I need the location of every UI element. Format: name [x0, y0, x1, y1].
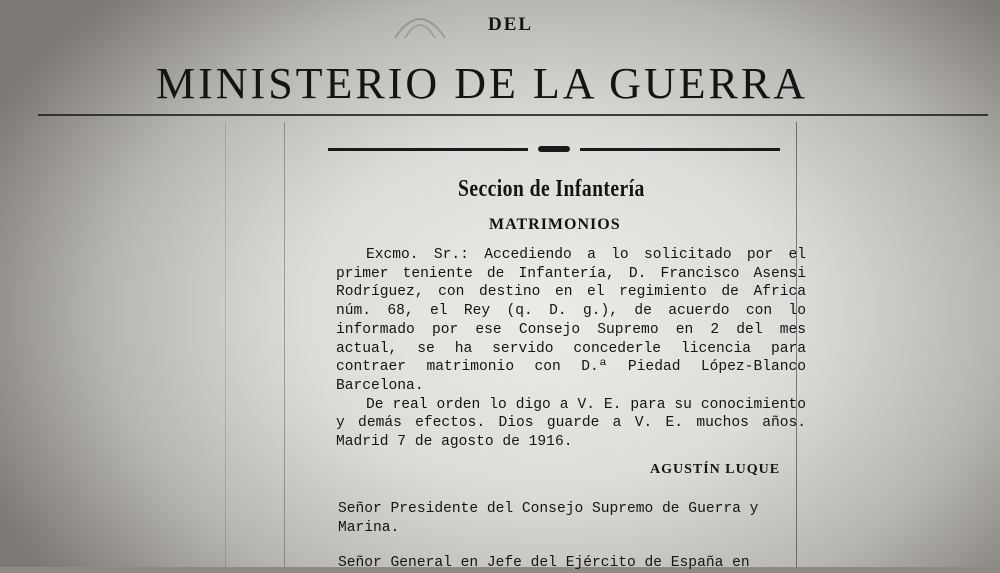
- page-title: MINISTERIO DE LA GUERRA: [156, 59, 808, 108]
- signature: AGUSTÍN LUQUE: [650, 462, 781, 477]
- article-paragraph: De real orden lo digo a V. E. para su conocimiento y demás efectos. Dios guarde a V. E. muchos años. Madrid 7 de agosto de 1916.: [336, 396, 806, 451]
- addressee: [338, 500, 816, 538]
- article-body: [336, 246, 806, 452]
- header-rule: [38, 114, 988, 116]
- column-rule: [284, 122, 285, 567]
- addressee-line-2: Señor General en Jefe del Ejército de España en: [338, 555, 750, 571]
- section-subtitle: MATRIMONIOS: [489, 216, 621, 233]
- ornamental-divider: [328, 146, 780, 152]
- addressee-line: Señor Presidente del Consejo Supremo de Guerra y Marina.: [338, 501, 759, 536]
- column-rule: [225, 122, 226, 567]
- crest-emblem-icon: [385, 0, 455, 40]
- article-paragraph: Excmo. Sr.: Accediendo a lo solicitado por el primer teniente de Infantería, D. Francisco Asensi Rodríguez, con destino en el regimiento de Africa núm. 68, el Rey (q. D. g.), de acuerdo con lo informado por ese Consejo Supremo en 2 del mes actual, se ha servido concederle licencia para contraer matrimonio con D.ª Piedad López-Blanco Barcelona.: [336, 247, 806, 394]
- section-title: Seccion de Infantería: [458, 176, 645, 202]
- header-del: DEL: [488, 14, 534, 35]
